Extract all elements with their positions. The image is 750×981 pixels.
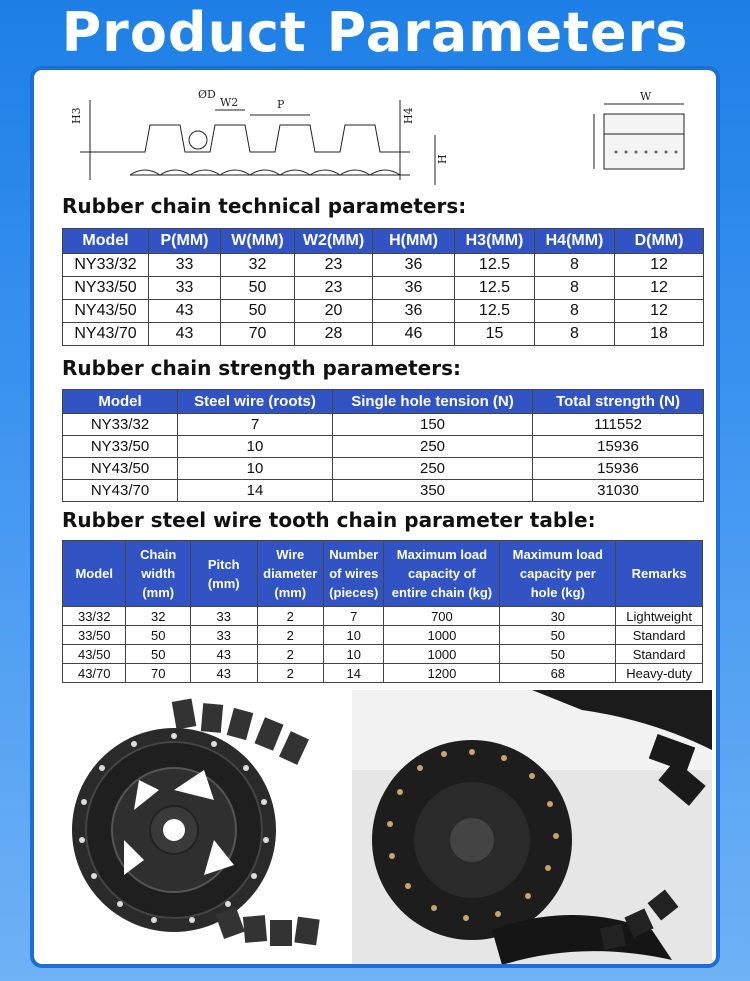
table-cell: 30 — [500, 607, 616, 626]
tooth-header-line: Chain — [140, 547, 177, 562]
tooth-header-line: Remarks — [631, 566, 687, 581]
table-cell: 43 — [190, 664, 257, 683]
tooth-title: Rubber steel wire tooth chain parameter table: — [62, 508, 596, 532]
tooth-header-line: (mm) — [142, 585, 175, 600]
table-cell: 43 — [190, 645, 257, 664]
strength-table — [62, 389, 704, 502]
table-cell: 33 — [190, 607, 257, 626]
tooth-header-line: of wires — [329, 566, 379, 581]
label-d: ØD — [198, 88, 216, 101]
technical-table — [62, 228, 704, 346]
sprocket-render-image — [54, 690, 354, 950]
table-cell: NY43/50 — [63, 300, 149, 323]
table-cell: 33 — [149, 277, 221, 300]
tooth-header-line: Maximum load — [512, 547, 603, 562]
technical-header-5: H3(MM) — [455, 229, 535, 254]
tooth-header-line: (mm) — [207, 575, 240, 591]
table-cell: 12 — [615, 277, 704, 300]
table-cell: 12.5 — [455, 300, 535, 323]
tooth-header-line: diameter — [263, 566, 318, 581]
table-cell: 250 — [333, 436, 533, 458]
table-cell: 1200 — [384, 664, 500, 683]
table-cell: 12.5 — [455, 277, 535, 300]
table-cell: 8 — [535, 254, 615, 277]
table-cell: 15936 — [533, 458, 704, 480]
table-cell: 7 — [324, 607, 384, 626]
belt-side-diagram — [584, 84, 704, 184]
table-cell: 12.5 — [455, 254, 535, 277]
table-row — [63, 277, 704, 300]
table-cell: NY43/70 — [63, 480, 178, 502]
table-cell: 36 — [373, 300, 455, 323]
tooth-header-line: entire chain (kg) — [391, 585, 493, 600]
technical-header-6: H4(MM) — [535, 229, 615, 254]
table-cell: 20 — [295, 300, 373, 323]
table-cell: 68 — [500, 664, 616, 683]
table-cell: NY33/32 — [63, 414, 178, 436]
tooth-table — [62, 540, 703, 683]
table-cell: 50 — [126, 645, 191, 664]
technical-header-2: W(MM) — [221, 229, 295, 254]
label-w: W — [640, 90, 652, 103]
table-cell: Heavy-duty — [616, 664, 703, 683]
table-row — [63, 436, 704, 458]
tooth-header-line: capacity of — [407, 566, 476, 581]
page-title: Product Parameters — [61, 1, 689, 64]
table-cell: 10 — [324, 626, 384, 645]
table-cell: 31030 — [533, 480, 704, 502]
tooth-header-0 — [63, 541, 126, 607]
table-cell: 10 — [178, 436, 333, 458]
table-cell: 1000 — [384, 645, 500, 664]
technical-header-3: W2(MM) — [295, 229, 373, 254]
content-panel — [30, 66, 720, 968]
table-cell: 111552 — [533, 414, 704, 436]
tooth-header-4 — [324, 541, 384, 607]
tooth-header-line: (pieces) — [329, 585, 379, 600]
table-cell: 2 — [257, 607, 324, 626]
label-h4: H4 — [402, 107, 415, 124]
table-cell: Standard — [616, 626, 703, 645]
table-cell: 14 — [324, 664, 384, 683]
label-p: P — [277, 98, 285, 111]
table-cell: 8 — [535, 277, 615, 300]
table-cell: 12 — [615, 254, 704, 277]
tooth-header-line: (mm) — [274, 585, 307, 600]
table-cell: 8 — [535, 323, 615, 346]
tooth-header-3 — [257, 541, 324, 607]
table-cell: 700 — [384, 607, 500, 626]
table-row — [63, 626, 703, 645]
table-cell: 28 — [295, 323, 373, 346]
technical-title: Rubber chain technical parameters: — [62, 194, 467, 218]
table-cell: Lightweight — [616, 607, 703, 626]
table-row — [63, 300, 704, 323]
tooth-header-line: Pitch — [207, 556, 240, 572]
table-cell: 50 — [500, 626, 616, 645]
technical-header-7: D(MM) — [615, 229, 704, 254]
table-cell: 33 — [190, 626, 257, 645]
table-cell: 50 — [126, 626, 191, 645]
strength-header-1: Steel wire (roots) — [178, 390, 333, 414]
table-cell: NY43/70 — [63, 323, 149, 346]
table-cell: 43 — [149, 300, 221, 323]
table-cell: 70 — [221, 323, 295, 346]
table-cell: 2 — [257, 664, 324, 683]
table-cell: NY33/50 — [63, 277, 149, 300]
label-w2: W2 — [220, 96, 239, 109]
tooth-header-line: Number — [329, 547, 379, 562]
table-cell: 7 — [178, 414, 333, 436]
tooth-header-line: hole (kg) — [530, 585, 585, 600]
table-cell: Standard — [616, 645, 703, 664]
table-row — [63, 645, 703, 664]
tooth-header-6 — [500, 541, 616, 607]
table-cell: 33 — [149, 254, 221, 277]
table-cell: 18 — [615, 323, 704, 346]
table-cell: 50 — [500, 645, 616, 664]
chain-photo-image — [352, 690, 712, 968]
table-cell: 150 — [333, 414, 533, 436]
table-cell: 14 — [178, 480, 333, 502]
table-cell: 23 — [295, 254, 373, 277]
table-cell: 36 — [373, 254, 455, 277]
table-cell: 33/32 — [63, 607, 126, 626]
table-row — [63, 607, 703, 626]
table-cell: 350 — [333, 480, 533, 502]
tooth-header-2 — [190, 541, 257, 607]
table-cell: 2 — [257, 626, 324, 645]
table-row — [63, 480, 704, 502]
table-cell: 15936 — [533, 436, 704, 458]
table-row — [63, 664, 703, 683]
table-cell: 10 — [324, 645, 384, 664]
table-cell: 23 — [295, 277, 373, 300]
table-cell: 1000 — [384, 626, 500, 645]
table-cell: NY43/50 — [63, 458, 178, 480]
table-row — [63, 458, 704, 480]
technical-header-1: P(MM) — [149, 229, 221, 254]
tooth-header-line: width — [141, 566, 176, 581]
technical-header-0: Model — [63, 229, 149, 254]
table-cell: 43/50 — [63, 645, 126, 664]
table-cell: 50 — [221, 300, 295, 323]
strength-title: Rubber chain strength parameters: — [62, 356, 461, 380]
table-cell: 33/50 — [63, 626, 126, 645]
table-cell: 70 — [126, 664, 191, 683]
table-cell: 10 — [178, 458, 333, 480]
label-h: H — [436, 154, 449, 164]
table-cell: NY33/32 — [63, 254, 149, 277]
table-row — [63, 414, 704, 436]
table-row — [63, 323, 704, 346]
table-cell: 8 — [535, 300, 615, 323]
table-cell: 2 — [257, 645, 324, 664]
table-cell: 43 — [149, 323, 221, 346]
table-cell: 46 — [373, 323, 455, 346]
label-h3: H3 — [70, 107, 83, 124]
strength-header-3: Total strength (N) — [533, 390, 704, 414]
tooth-header-line: Wire — [276, 547, 305, 562]
table-row — [63, 254, 704, 277]
belt-profile-diagram — [70, 80, 470, 190]
tooth-header-1 — [126, 541, 191, 607]
tooth-header-5 — [384, 541, 500, 607]
table-cell: 32 — [126, 607, 191, 626]
table-cell: 250 — [333, 458, 533, 480]
table-cell: NY33/50 — [63, 436, 178, 458]
strength-header-0: Model — [63, 390, 178, 414]
table-cell: 50 — [221, 277, 295, 300]
technical-header-4: H(MM) — [373, 229, 455, 254]
tooth-header-7 — [616, 541, 703, 607]
table-cell: 12 — [615, 300, 704, 323]
table-cell: 43/70 — [63, 664, 126, 683]
table-cell: 15 — [455, 323, 535, 346]
strength-header-2: Single hole tension (N) — [333, 390, 533, 414]
tooth-header-line: capacity per — [519, 566, 596, 581]
table-cell: 32 — [221, 254, 295, 277]
tooth-header-line: Maximum load — [396, 547, 488, 562]
tooth-header-line: Model — [75, 566, 114, 581]
table-cell: 36 — [373, 277, 455, 300]
